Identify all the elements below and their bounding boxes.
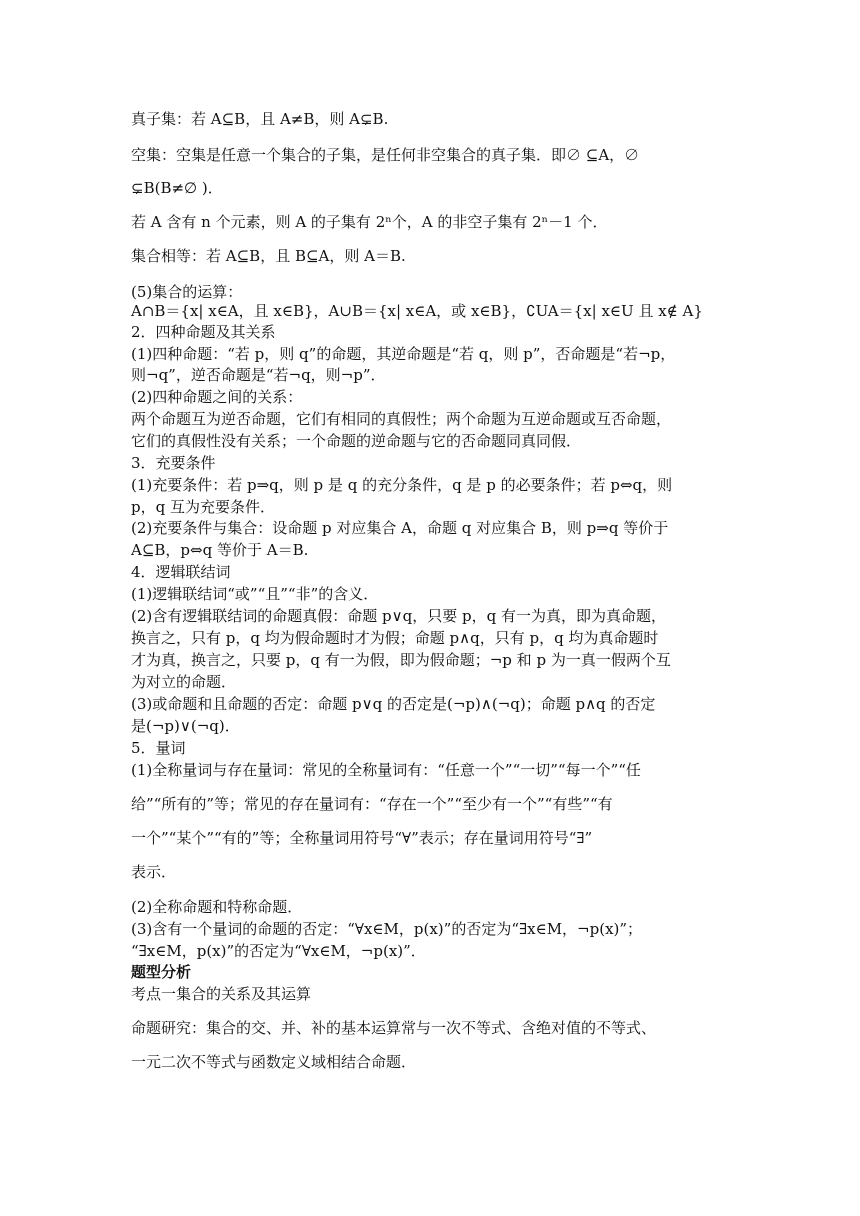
text-line: 集合相等：若 A⊆B，且 B⊆A，则 A＝B. bbox=[131, 247, 406, 265]
text-line: p，q 互为充要条件． bbox=[131, 498, 275, 516]
text-line: 命题研究：集合的交、并、补的基本运算常与一次不等式、含绝对值的不等式、 bbox=[131, 1019, 657, 1037]
text-line: (2)四种命题之间的关系： bbox=[131, 388, 303, 406]
text-line: 表示． bbox=[131, 863, 177, 881]
text-line: (2)充要条件与集合：设命题 p 对应集合 A，命题 q 对应集合 B，则 p⇒q 等价于 bbox=[131, 519, 669, 537]
text-line: A∩B＝{x| x∈A，且 x∈B}，A∪B＝{x| x∈A，或 x∈B}，∁UA＝{x| x∈U 且 x∉ A} bbox=[131, 302, 703, 320]
text-line: 真子集：若 A⊆B，且 A≠B，则 A⊊B. bbox=[131, 110, 389, 128]
text-line: 两个命题互为逆否命题，它们有相同的真假性；两个命题为互逆命题或互否命题， bbox=[131, 410, 672, 428]
text-line: “∃x∈M，p(x)”的否定为“∀x∈M，¬p(x)”． bbox=[131, 942, 426, 960]
text-line: 给”“所有的”等；常见的存在量词有：“存在一个”“至少有一个”“有些”“有 bbox=[131, 795, 613, 813]
text-line: (2)含有逻辑联结词的命题真假：命题 p∨q，只要 p，q 有一为真，即为真命题， bbox=[131, 607, 666, 625]
text-line: 一元二次不等式与函数定义域相结合命题． bbox=[131, 1053, 417, 1071]
text-line: 是(¬p)∨(¬q)． bbox=[131, 717, 240, 735]
text-line: (2)全称命题和特称命题． bbox=[131, 898, 303, 916]
text-line: (1)充要条件：若 p⇒q，则 p 是 q 的充分条件，q 是 p 的必要条件；若 p⇔q，则 bbox=[131, 476, 673, 494]
text-line: 才为真，换言之，只要 p，q 有一为假，即为假命题；¬p 和 p 为一真一假两个互 bbox=[131, 651, 671, 669]
text-line: 一个”“某个”“有的”等；全称量词用符号“∀”表示；存在量词用符号“∃” bbox=[131, 829, 593, 847]
section-heading: 4．逻辑联结词 bbox=[131, 563, 231, 581]
section-heading: 5．量词 bbox=[131, 739, 186, 757]
text-line: (5)集合的运算： bbox=[131, 283, 243, 301]
section-title: 题型分析 bbox=[131, 963, 192, 981]
text-line: 换言之，只有 p，q 均为假命题时才为假；命题 p∧q，只有 p，q 均为真命题时 bbox=[131, 629, 659, 647]
text-line: 它们的真假性没有关系；一个命题的逆命题与它的否命题同真同假． bbox=[131, 432, 582, 450]
text-line: (1)全称量词与存在量词：常见的全称量词有：“任意一个”“一切”“每一个”“任 bbox=[131, 761, 641, 779]
text-line: A⊆B，p⇔q 等价于 A＝B. bbox=[131, 541, 309, 559]
text-line: (3)含有一个量词的命题的否定：“∀x∈M，p(x)”的否定为“∃x∈M，¬p(x)”； bbox=[131, 920, 643, 938]
text-line: (3)或命题和且命题的否定：命题 p∨q 的否定是(¬p)∧(¬q)；命题 p∧q 的否定 bbox=[131, 695, 656, 713]
section-heading: 2．四种命题及其关系 bbox=[131, 323, 276, 341]
text-line: 若 A 含有 n 个元素，则 A 的子集有 2ⁿ个，A 的非空子集有 2ⁿ－1 个． bbox=[131, 213, 608, 231]
text-line: 空集：空集是任意一个集合的子集，是任何非空集合的真子集．即∅ ⊆A，∅ bbox=[131, 146, 640, 164]
text-line: 为对立的命题． bbox=[131, 673, 237, 691]
text-line: (1)逻辑联结词“或”“且”“非”的含义． bbox=[131, 585, 379, 603]
text-line: 则¬q”，逆否命题是“若¬q，则¬p”． bbox=[131, 366, 386, 384]
section-heading: 3．充要条件 bbox=[131, 454, 216, 472]
subsection-title: 考点一集合的关系及其运算 bbox=[131, 985, 312, 1003]
text-line: ⊊B(B≠∅ )． bbox=[131, 179, 223, 197]
text-line: (1)四种命题：“若 p，则 q”的命题，其逆命题是“若 q，则 p”，否命题是“若¬p， bbox=[131, 345, 676, 363]
